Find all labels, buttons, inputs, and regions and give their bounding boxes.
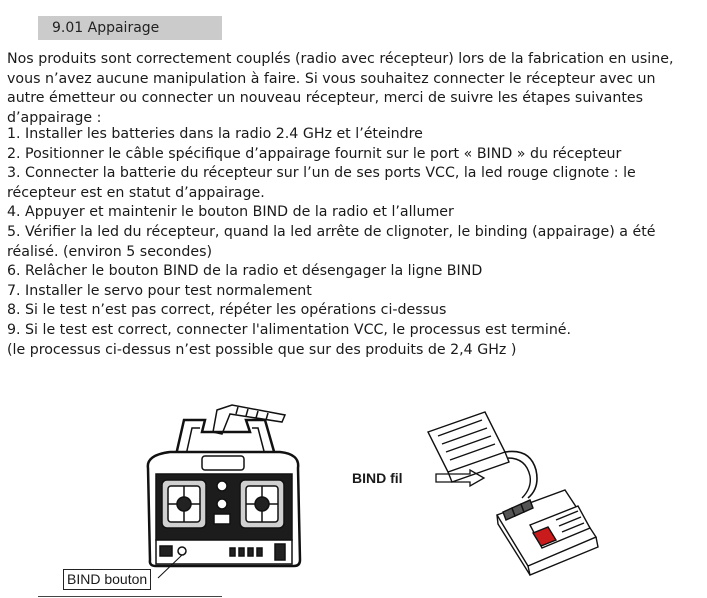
step-item: 6. Relâcher le bouton BIND de la radio et désengager la ligne BIND: [7, 263, 483, 280]
binding-steps-list: [7, 125, 697, 360]
step-item: 1. Installer les batteries dans la radio 2.4 GHz et l’éteindre: [7, 126, 423, 142]
step-item: 7. Installer le servo pour test normalement: [7, 282, 312, 299]
step-item: 3. Connecter la batterie du récepteur sur l’un de ses ports VCC, la led rouge clignote : le récepteur est en statut d’appairage.: [7, 165, 636, 201]
binding-illustration: [0, 398, 707, 598]
step-item: (le processus ci-dessus n’est possible que sur des produits de 2,4 GHz ): [7, 341, 517, 358]
step-item: 9. Si le test est correct, connecter l'alimentation VCC, le processus est terminé.: [7, 321, 572, 338]
bind-wire-label: BIND fil: [352, 470, 403, 486]
transmitter-drawing: [148, 405, 300, 578]
section-number: 9.01: [52, 20, 84, 36]
arrow-icon: [436, 470, 484, 486]
section-header: [38, 16, 222, 40]
intro-paragraph: Nos produits sont correctement couplés (radio avec récepteur) lors de la fabrication en usine, vous n’avez aucune manipulation à faire. Si vous souhaitez connecter le récepteur avec un autre émetteur ou connecter un nouveau récepteur, merci de suivre les étapes suivantes d’appairage :: [7, 51, 674, 126]
step-item: 8. Si le test n’est pas correct, répéter les opérations ci-dessus: [7, 302, 447, 319]
step-item: 4. Appuyer et maintenir le bouton BIND de la radio et l’allumer: [7, 204, 454, 221]
step-item: 2. Positionner le câble spécifique d’appairage fournit sur le port « BIND » du récepteur: [7, 145, 622, 162]
divider: [38, 596, 222, 597]
receiver-drawing: [428, 412, 598, 575]
section-title: Appairage: [87, 20, 160, 36]
step-item: 5. Vérifier la led du récepteur, quand la led arrête de clignoter, le binding (appairage) a été réalisé. (environ 5 secondes): [7, 223, 656, 260]
bind-button-label: BIND bouton: [63, 569, 151, 590]
